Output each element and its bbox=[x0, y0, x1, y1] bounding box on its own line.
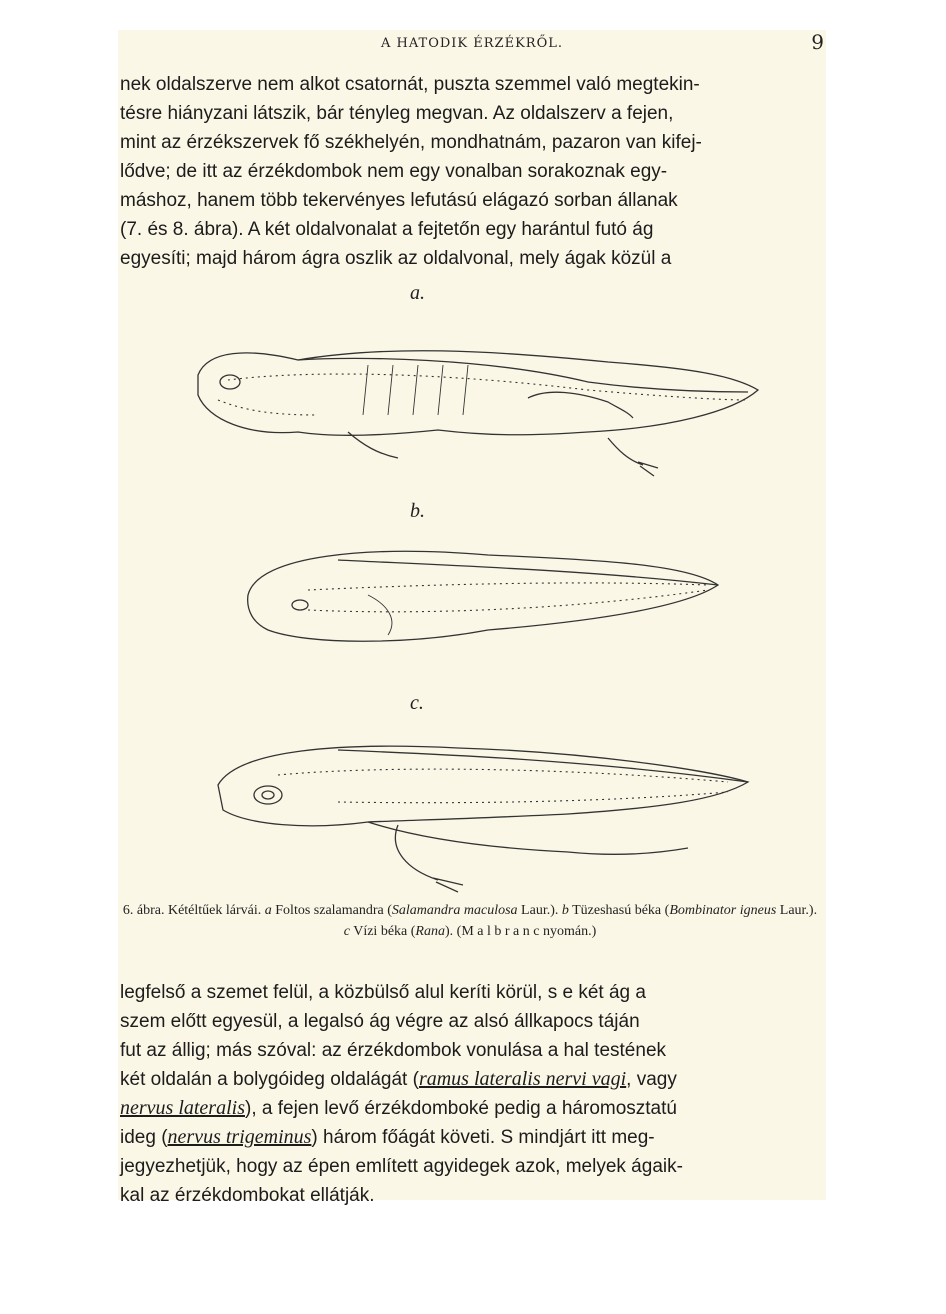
text-line: tésre hiányzani látszik, bár tényleg megvan. Az oldalszerv a fejen, bbox=[120, 103, 674, 124]
text-line: legfelső a szemet felül, a közbülső alul keríti körül, s e két ág a bbox=[120, 982, 646, 1003]
figure-label-a: a. bbox=[410, 282, 425, 304]
text-segment: ideg ( bbox=[120, 1127, 168, 1148]
text-segment: ) három főágát követi. S mindjárt itt meg- bbox=[311, 1127, 655, 1148]
text-line: (7. és 8. ábra). A két oldalvonalat a fejtetőn egy harántul futó ág bbox=[120, 219, 654, 240]
caption-latin-b: Bombinator igneus bbox=[669, 903, 777, 918]
salamander-larva-illustration bbox=[188, 320, 768, 480]
running-title: A HATODIK ÉRZÉKRŐL. bbox=[381, 36, 563, 51]
caption-author-b: Laur.). bbox=[779, 903, 818, 918]
toad-tadpole-illustration bbox=[188, 535, 768, 665]
paragraph-bottom bbox=[120, 978, 815, 1210]
text-line: lődve; de itt az érzékdombok nem egy vonalban sorakoznak egy- bbox=[120, 161, 668, 182]
text-line: mint az érzékszervek fő székhelyén, mondhatnám, pazaron van kifej- bbox=[120, 132, 702, 153]
text-line: szem előtt egyesül, a legalsó ág végre az alsó állkapocs táján bbox=[120, 1011, 640, 1032]
frog-tadpole-illustration bbox=[188, 730, 768, 895]
caption-latin-c: Rana bbox=[415, 924, 445, 939]
caption-letter-a: a bbox=[264, 903, 272, 918]
text-line: nek oldalszerve nem alkot csatornát, puszta szemmel való megtekin- bbox=[120, 74, 700, 95]
caption-letter-b: b bbox=[561, 903, 569, 918]
caption-latin-a: Salamandra maculosa bbox=[391, 903, 518, 918]
text-line: fut az állig; más szóval: az érzékdombok vonulása a hal testének bbox=[120, 1040, 667, 1061]
text-line: jegyezhetjük, hogy az épen említett agyidegek azok, melyek ágaik- bbox=[120, 1156, 683, 1177]
caption-name-c: Vízi béka bbox=[353, 924, 408, 939]
caption-letter-c: c bbox=[343, 924, 350, 939]
figure-label-b: b. bbox=[410, 500, 425, 522]
figure-label-c: c. bbox=[410, 692, 424, 714]
caption-name-a: Foltos szalamandra bbox=[275, 903, 384, 918]
figure-caption: 6. ábra. Kétéltűek lárvái. a Foltos szalamandra (Salamandra maculosa Laur.). b Tüzeshasú béka (Bombinator igneus Laur.). c Vízi béka (Rana). (M a l b r a n c nyomán.) bbox=[122, 903, 818, 939]
latin-term: ramus lateralis nervi vagi bbox=[418, 1068, 627, 1090]
latin-term: nervus lateralis bbox=[120, 1097, 245, 1119]
text-line bbox=[120, 1065, 815, 1094]
text-segment: , vagy bbox=[626, 1069, 677, 1090]
paragraph-top bbox=[120, 70, 815, 273]
caption-prefix: 6. ábra. Kétéltűek lárvái. bbox=[122, 903, 262, 918]
latin-term: nervus trigeminus bbox=[167, 1126, 312, 1148]
book-page bbox=[118, 30, 826, 1206]
text-line: kal az érzékdombokat ellátják. bbox=[120, 1185, 375, 1206]
text-line: máshoz, hanem több tekervényes lefutású elágazó sorban állanak bbox=[120, 190, 678, 211]
caption-author-a: Laur.). bbox=[521, 903, 559, 918]
page-number: 9 bbox=[811, 30, 824, 54]
text-line: egyesíti; majd három ágra oszlik az oldalvonal, mely ágak közül a bbox=[120, 248, 672, 269]
caption-name-b: Tüzeshasú béka bbox=[572, 903, 662, 918]
text-line bbox=[120, 1123, 815, 1152]
caption-source: (M a l b r a n c nyomán.) bbox=[456, 924, 597, 939]
text-segment: két oldalán a bolygóideg oldalágát ( bbox=[120, 1069, 419, 1090]
text-segment: ), a fejen levő érzékdomboké pedig a háromosztatú bbox=[245, 1098, 677, 1119]
text-line bbox=[120, 1094, 815, 1123]
